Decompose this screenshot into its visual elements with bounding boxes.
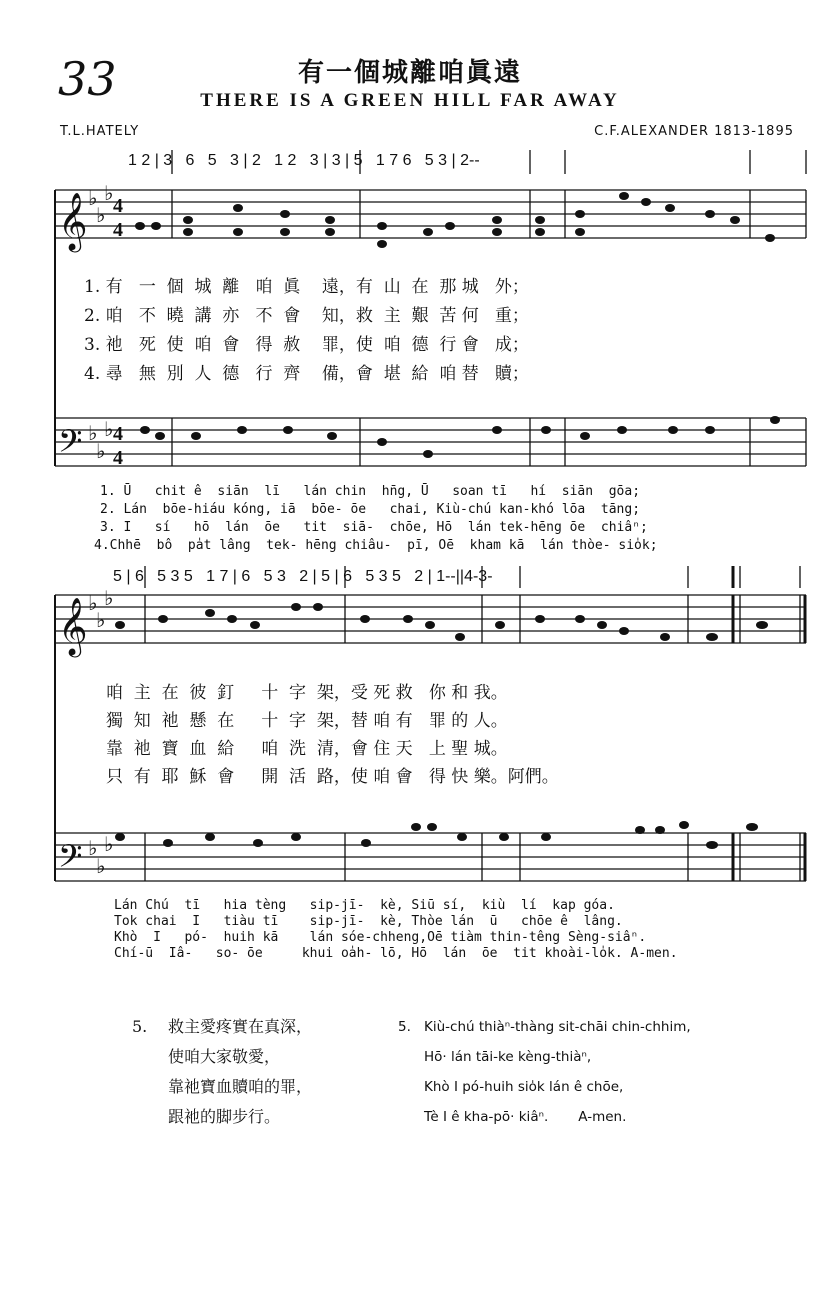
romanized-verse-2-cont: Tok chai I tiàu tī sip-jī- kè, Thòe lán ū chōe ê lâng. xyxy=(114,914,623,929)
svg-text:4: 4 xyxy=(113,447,123,469)
lyric-verse-1-cont: 咱 主 在 彼 釘 十 字 架，受 死 救 你 和 我。 xyxy=(106,683,508,703)
verse-5-rom-line: Tè I ê kha-pō· kiâⁿ. A-men. xyxy=(424,1109,627,1125)
jianpu-line-1: 1 2 | 3 6 5 3 | 2 1 2 3 | 3 | 5 1 7 6 5 3 | 2-- xyxy=(128,152,480,169)
romanized-verse-4-cont: Chí-ū Iâ- so- ōe khui oa̍h- lō, Hō lán ōe tit khoài-lo̍k. A-men. xyxy=(114,946,678,961)
lyric-verse-2-cont: 獨 知 祂 懸 在 十 字 架，替 咱 有 罪 的 人。 xyxy=(106,711,508,731)
verse-5-number: 5. xyxy=(132,1017,148,1036)
svg-text:♭: ♭ xyxy=(96,608,106,632)
svg-text:4: 4 xyxy=(113,423,123,445)
svg-text:♭: ♭ xyxy=(96,854,106,878)
svg-text:♭: ♭ xyxy=(88,591,98,615)
romanized-verse-1-cont: Lán Chú tī hia tèng sip-jī- kè, Siū sí, kiù lí kap góa. xyxy=(114,898,615,913)
svg-text:♭: ♭ xyxy=(88,836,98,860)
hymn-title-chinese: 有一個城離咱眞遠 xyxy=(297,58,522,88)
bass-clef-icon: 𝄢 xyxy=(58,423,83,467)
lyric-verse-2: 2. 咱 不 曉 講 亦 不 會 知，救 主 艱 苦 何 重； xyxy=(84,306,529,326)
romanized-verse-3-cont: Khò I pó- huih kā lán sóe-chheng,Oē tiàm thin-têng Sèng-siâⁿ. xyxy=(114,930,647,945)
svg-text:♭: ♭ xyxy=(96,203,106,227)
svg-text:4: 4 xyxy=(113,219,123,241)
hymn-number: 33 xyxy=(58,52,117,106)
lyric-verse-3-cont: 靠 祂 寶 血 給 咱 洗 清，會 住 天 上 聖 城。 xyxy=(106,739,508,759)
svg-text:♭: ♭ xyxy=(104,586,114,610)
svg-text:♭: ♭ xyxy=(104,181,114,205)
verse-5-rom-line: Khò I pó-huih sio̍k lán ê chōe, xyxy=(424,1079,624,1095)
svg-text:♭: ♭ xyxy=(104,832,114,856)
svg-text:♭: ♭ xyxy=(88,186,98,210)
verse-5-line: 救主愛疼實在真深， xyxy=(168,1017,313,1036)
svg-text:4: 4 xyxy=(113,195,123,217)
romanized-verse-1: 1. Ū chit ê siān lī lán chin hn̄g, Ū soan tī hí siān gōa; xyxy=(100,484,641,499)
verse-5-rom-number: 5. xyxy=(398,1019,411,1035)
jianpu-bars-1 xyxy=(172,150,806,174)
treble-clef-icon: 𝄞 xyxy=(58,192,88,250)
romanized-verse-4: 4.Chhē bô pa̍t lâng tek- hēng chiâu- pī, Oē kham kā lán thòe- sio̍k; xyxy=(94,538,658,553)
bass-clef-icon: 𝄢 xyxy=(58,838,83,882)
verse-5-rom-line: Hō· lán tāi-ke kèng-thiàⁿ, xyxy=(424,1049,592,1065)
verse-5-rom-line: Kiù-chú thiàⁿ-thàng sit-chāi chin-chhim, xyxy=(424,1019,691,1035)
romanized-verse-3: 3. I sí hō lán ōe tit siā- chōe, Hō lán tek-hēng ōe chiâⁿ; xyxy=(100,520,648,535)
bass-staff-1 xyxy=(55,418,806,466)
lyric-verse-1: 1. 有 一 個 城 離 咱 眞 遠，有 山 在 那 城 外； xyxy=(84,277,529,297)
treble-clef-icon: 𝄞 xyxy=(58,597,88,655)
lyric-verse-4: 4. 尋 無 別 人 德 行 齊 備，會 堪 給 咱 替 贖； xyxy=(84,364,529,384)
svg-text:♭: ♭ xyxy=(104,417,114,441)
verse-5-line: 使咱大家敬愛， xyxy=(168,1047,281,1066)
verse-5-line: 靠祂寶血贖咱的罪， xyxy=(168,1077,313,1096)
barlines-1 xyxy=(172,190,806,466)
lyric-verse-4-cont: 只 有 耶 穌 會 開 活 路，使 咱 會 得 快 樂。阿們。 xyxy=(106,767,559,787)
romanized-verse-2: 2. Lán bōe-hiáu kóng, iā bōe- ōe chai, Kiù-chú kan-khó lōa tāng; xyxy=(100,502,641,517)
jianpu-line-2: 5 | 6 5 3 5 1 7 | 6 5 3 2 | 5 | 6 5 3 5 2 | 1--||4-3- xyxy=(113,568,493,585)
svg-text:♭: ♭ xyxy=(96,439,106,463)
lyric-verse-3: 3. 祂 死 使 咱 會 得 赦 罪，使 咱 德 行 會 成； xyxy=(84,335,529,355)
svg-text:♭: ♭ xyxy=(88,421,98,445)
composer-credit: T.L.HATELY xyxy=(60,124,140,139)
verse-5-line: 跟祂的脚步行。 xyxy=(168,1107,281,1126)
hymn-title-english: THERE IS A GREEN HILL FAR AWAY xyxy=(200,90,620,111)
author-credit: C.F.ALEXANDER 1813-1895 xyxy=(594,124,794,139)
